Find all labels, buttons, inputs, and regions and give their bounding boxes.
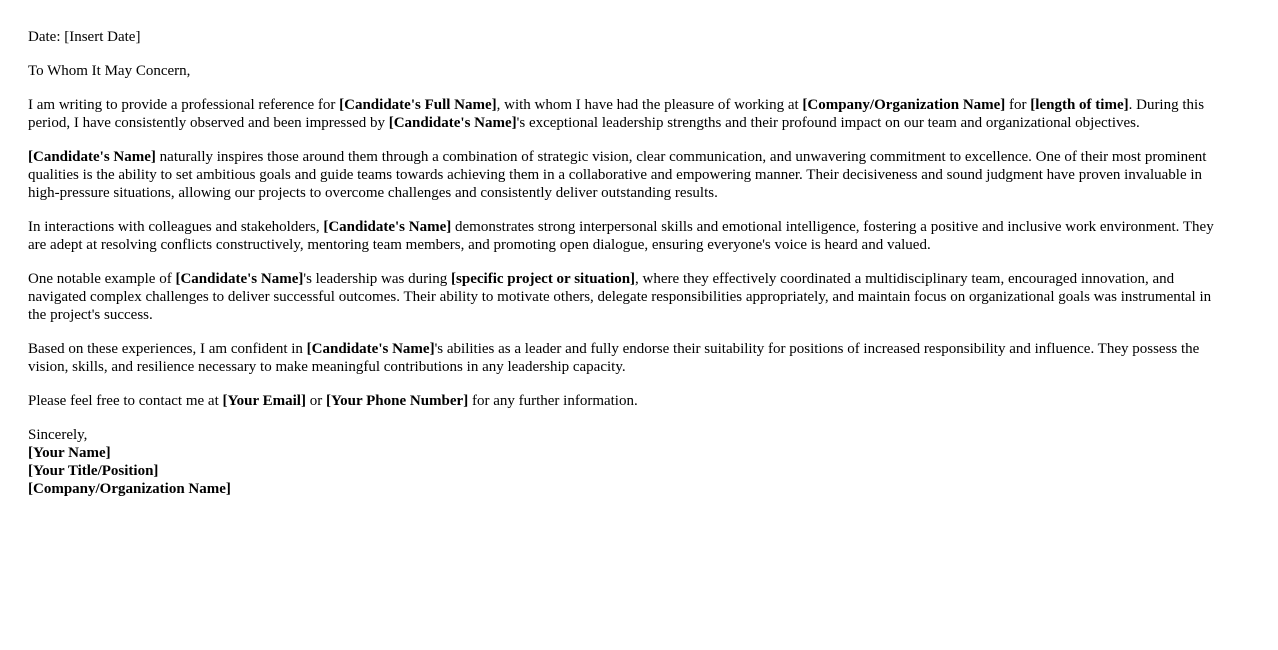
text-segment: 's exceptional leadership strengths and their profound impact on our team and organizational objectives.: [516, 115, 1140, 131]
text-segment: demonstrates strong interpersonal skills and emotional intelligence, fostering a positive and inclusive work environment. They are adept at resolving conflicts constructively, mentoring team members, and promoting open dialogue, ensuring everyone's voice is heard and valued.: [28, 219, 1214, 253]
text-segment: , where they effectively coordinated a multidisciplinary team, encouraged innovation, and navigated complex challenges to deliver successful outcomes. Their ability to motivate others, delegate responsibilities appropriately, and maintain focus on organizational goals was instrumental in the project's success.: [28, 271, 1212, 323]
text-segment: naturally inspires those around them through a combination of strategic vision, clear communication, and unwavering commitment to excellence. One of their most prominent qualities is the ability to set ambitious goals and guide teams towards achieving them in a collaborative and empowering manner. Their decisiveness and sound judgment have proven invaluable in high-pressure situations, allowing our projects to overcome challenges and consistently deliver outstanding results.: [28, 149, 1207, 201]
reference-letter: [28, 28, 1228, 514]
placeholder-candidate-name: [Candidate's Name]: [323, 219, 452, 235]
text-segment: 's leadership was during: [303, 271, 452, 287]
text-segment: or: [305, 393, 326, 409]
text-segment: for any further information.: [468, 393, 638, 409]
placeholder-candidate-name: [Candidate's Name]: [175, 271, 304, 287]
text-segment: for: [1005, 97, 1031, 113]
placeholder-specific-project: [specific project or situation]: [451, 271, 636, 287]
placeholder-candidate-name: [Candidate's Name]: [388, 115, 517, 131]
paragraph-interpersonal-skills: [28, 218, 1228, 254]
placeholder-candidate-name: [Candidate's Name]: [306, 341, 435, 357]
text-segment: Please feel free to contact me at: [28, 393, 223, 409]
text-segment: One notable example of: [28, 271, 176, 287]
closing-block: [28, 426, 1228, 498]
paragraph-leadership-qualities: [28, 148, 1228, 202]
signature-name: [Your Name]: [28, 445, 111, 461]
text-segment: Based on these experiences, I am confident in: [28, 341, 307, 357]
signature-title: [Your Title/Position]: [28, 463, 159, 479]
placeholder-candidate-full-name: [Candidate's Full Name]: [339, 97, 497, 113]
sign-off: Sincerely,: [28, 427, 88, 443]
date-line: Date: [Insert Date]: [28, 29, 141, 45]
text-segment: I am writing to provide a professional reference for: [28, 97, 340, 113]
text-segment: In interactions with colleagues and stakeholders,: [28, 219, 324, 235]
placeholder-your-phone: [Your Phone Number]: [325, 393, 469, 409]
paragraph-endorsement: [28, 340, 1228, 376]
text-segment: . During this period, I have consistently observed and been impressed by: [28, 97, 1205, 131]
placeholder-candidate-name: [Candidate's Name]: [28, 149, 156, 165]
placeholder-company-name: [Company/Organization Name]: [802, 97, 1006, 113]
paragraph-introduction: [28, 96, 1228, 132]
text-segment: , with whom I have had the pleasure of working at: [496, 97, 803, 113]
placeholder-length-of-time: [length of time]: [1030, 97, 1129, 113]
paragraph-contact: [28, 392, 1228, 410]
text-segment: 's abilities as a leader and fully endorse their suitability for positions of increased responsibility and influence. They possess the vision, skills, and resilience necessary to make meaningful contributions in any leadership capacity.: [28, 341, 1200, 375]
placeholder-your-email: [Your Email]: [222, 393, 306, 409]
paragraph-notable-example: [28, 270, 1228, 324]
salutation: To Whom It May Concern,: [28, 63, 191, 79]
signature-company: [Company/Organization Name]: [28, 481, 231, 497]
